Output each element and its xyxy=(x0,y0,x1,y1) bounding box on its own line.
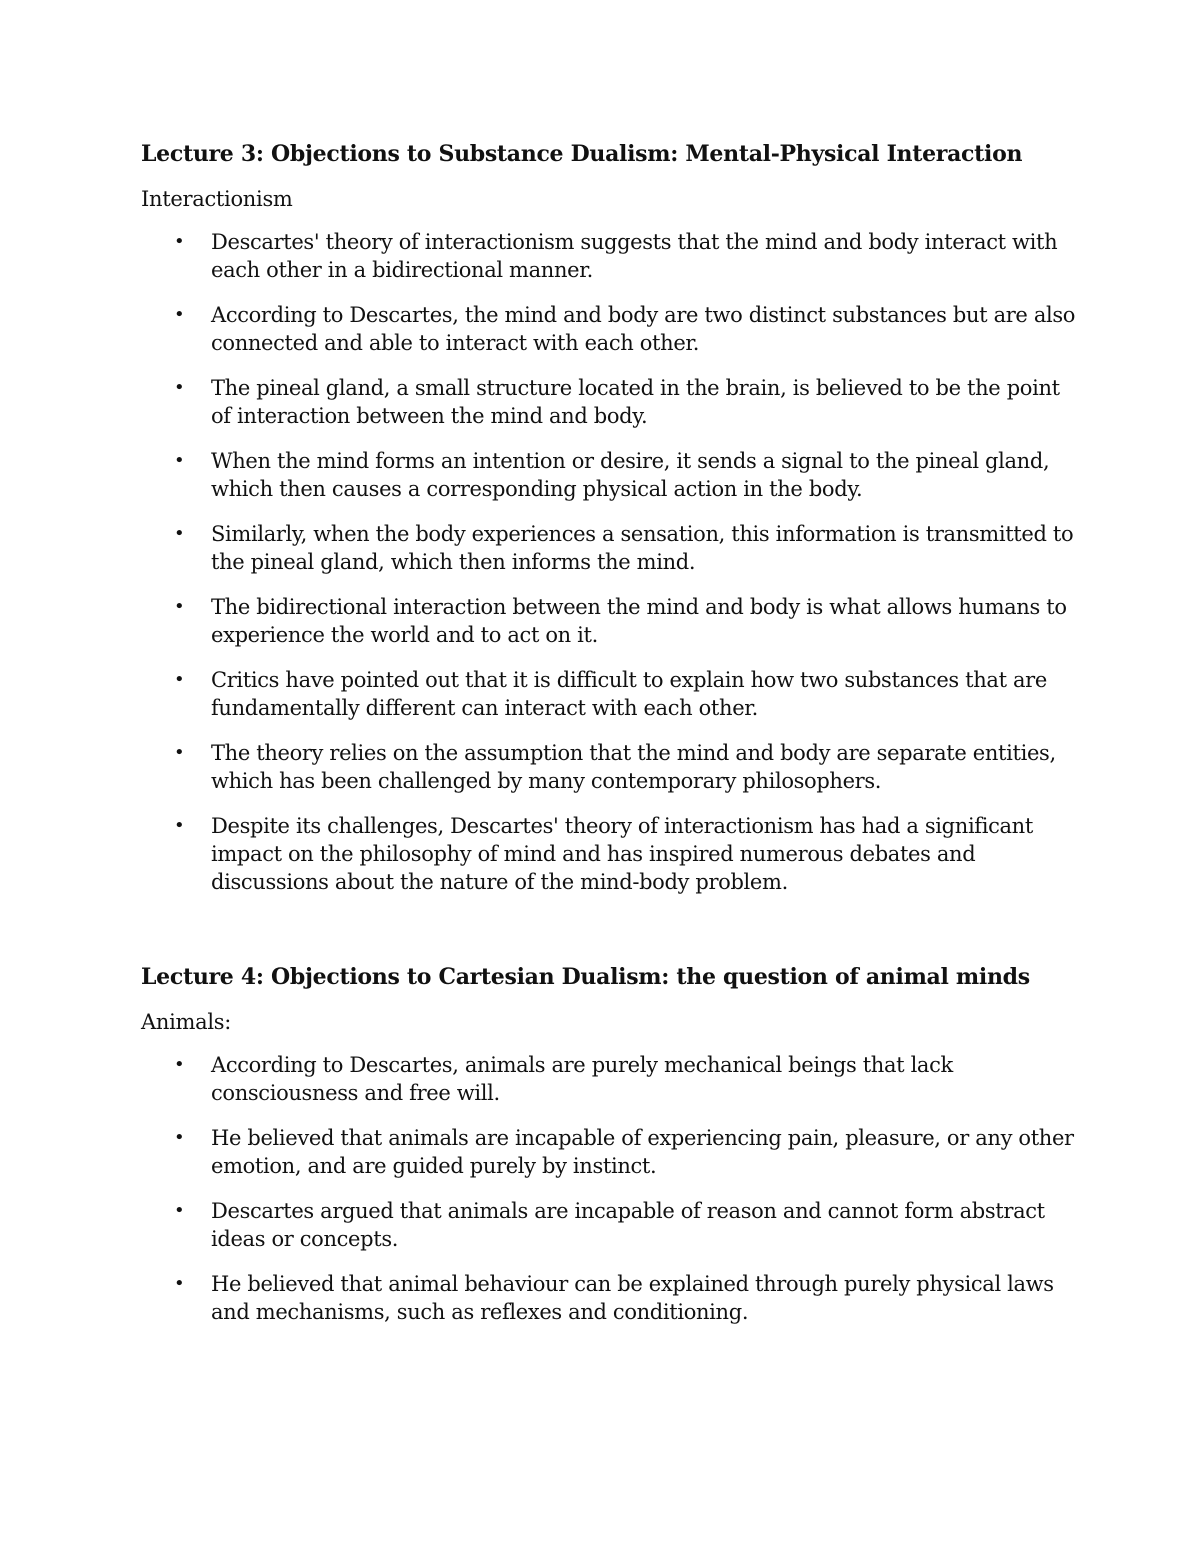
lecture-3-subtitle: Interactionism xyxy=(141,187,293,211)
list-item-text: Descartes argued that animals are incapable of reason and cannot form abstract ideas or concepts. xyxy=(211,1199,1045,1251)
list-item-text: Critics have pointed out that it is difficult to explain how two substances that are fundamentally different can interact with each other. xyxy=(211,668,1047,720)
list-item-text: Similarly, when the body experiences a sensation, this information is transmitted to the pineal gland, which then informs the mind. xyxy=(211,522,1074,574)
list-item-text: He believed that animal behaviour can be explained through purely physical laws and mechanisms, such as reflexes and conditioning. xyxy=(211,1272,1054,1324)
list-item-text: According to Descartes, the mind and body are two distinct substances but are also connected and able to interact with each other. xyxy=(211,303,1076,355)
list-item xyxy=(141,1051,1081,1107)
bullet-icon: • xyxy=(174,523,185,544)
lecture-4-section xyxy=(141,962,1081,1343)
list-item-text: When the mind forms an intention or desire, it sends a signal to the pineal gland, which then causes a corresponding physical action in the body. xyxy=(211,449,1050,501)
lecture-4-bullet-list xyxy=(141,1051,1081,1326)
lecture-4-title: Lecture 4: Objections to Cartesian Dualism: the question of animal minds xyxy=(141,964,1030,990)
list-item xyxy=(141,1124,1081,1180)
list-item-text: According to Descartes, animals are purely mechanical beings that lack consciousness and free will. xyxy=(211,1053,953,1105)
list-item xyxy=(141,739,1081,795)
lecture-3-section xyxy=(141,139,1081,913)
list-item xyxy=(141,812,1081,896)
bullet-icon: • xyxy=(174,596,185,617)
list-item xyxy=(141,1270,1081,1326)
list-item xyxy=(141,447,1081,503)
list-item xyxy=(141,666,1081,722)
bullet-icon: • xyxy=(174,450,185,471)
bullet-icon: • xyxy=(174,231,185,252)
list-item xyxy=(141,228,1081,284)
bullet-icon: • xyxy=(174,742,185,763)
list-item-text: The pineal gland, a small structure located in the brain, is believed to be the point of interaction between the mind and body. xyxy=(211,376,1060,428)
lecture-4-subtitle: Animals: xyxy=(141,1010,232,1034)
list-item-text: The theory relies on the assumption that the mind and body are separate entities, which has been challenged by many contemporary philosophers. xyxy=(211,741,1056,793)
bullet-icon: • xyxy=(174,1127,185,1148)
list-item-text: Descartes' theory of interactionism suggests that the mind and body interact with each other in a bidirectional manner. xyxy=(211,230,1058,282)
list-item-text: Despite its challenges, Descartes' theory of interactionism has had a significant impact on the philosophy of mind and has inspired numerous debates and discussions about the nature of the mind-body problem. xyxy=(211,814,1033,894)
lecture-3-title: Lecture 3: Objections to Substance Dualism: Mental-Physical Interaction xyxy=(141,141,1023,167)
bullet-icon: • xyxy=(174,304,185,325)
list-item xyxy=(141,374,1081,430)
bullet-icon: • xyxy=(174,1054,185,1075)
list-item xyxy=(141,301,1081,357)
bullet-icon: • xyxy=(174,377,185,398)
bullet-icon: • xyxy=(174,815,185,836)
list-item xyxy=(141,1197,1081,1253)
bullet-icon: • xyxy=(174,669,185,690)
bullet-icon: • xyxy=(174,1200,185,1221)
list-item xyxy=(141,520,1081,576)
list-item xyxy=(141,593,1081,649)
bullet-icon: • xyxy=(174,1273,185,1294)
list-item-text: He believed that animals are incapable of experiencing pain, pleasure, or any other emotion, and are guided purely by instinct. xyxy=(211,1126,1074,1178)
list-item-text: The bidirectional interaction between the mind and body is what allows humans to experience the world and to act on it. xyxy=(211,595,1067,647)
lecture-3-bullet-list xyxy=(141,228,1081,896)
